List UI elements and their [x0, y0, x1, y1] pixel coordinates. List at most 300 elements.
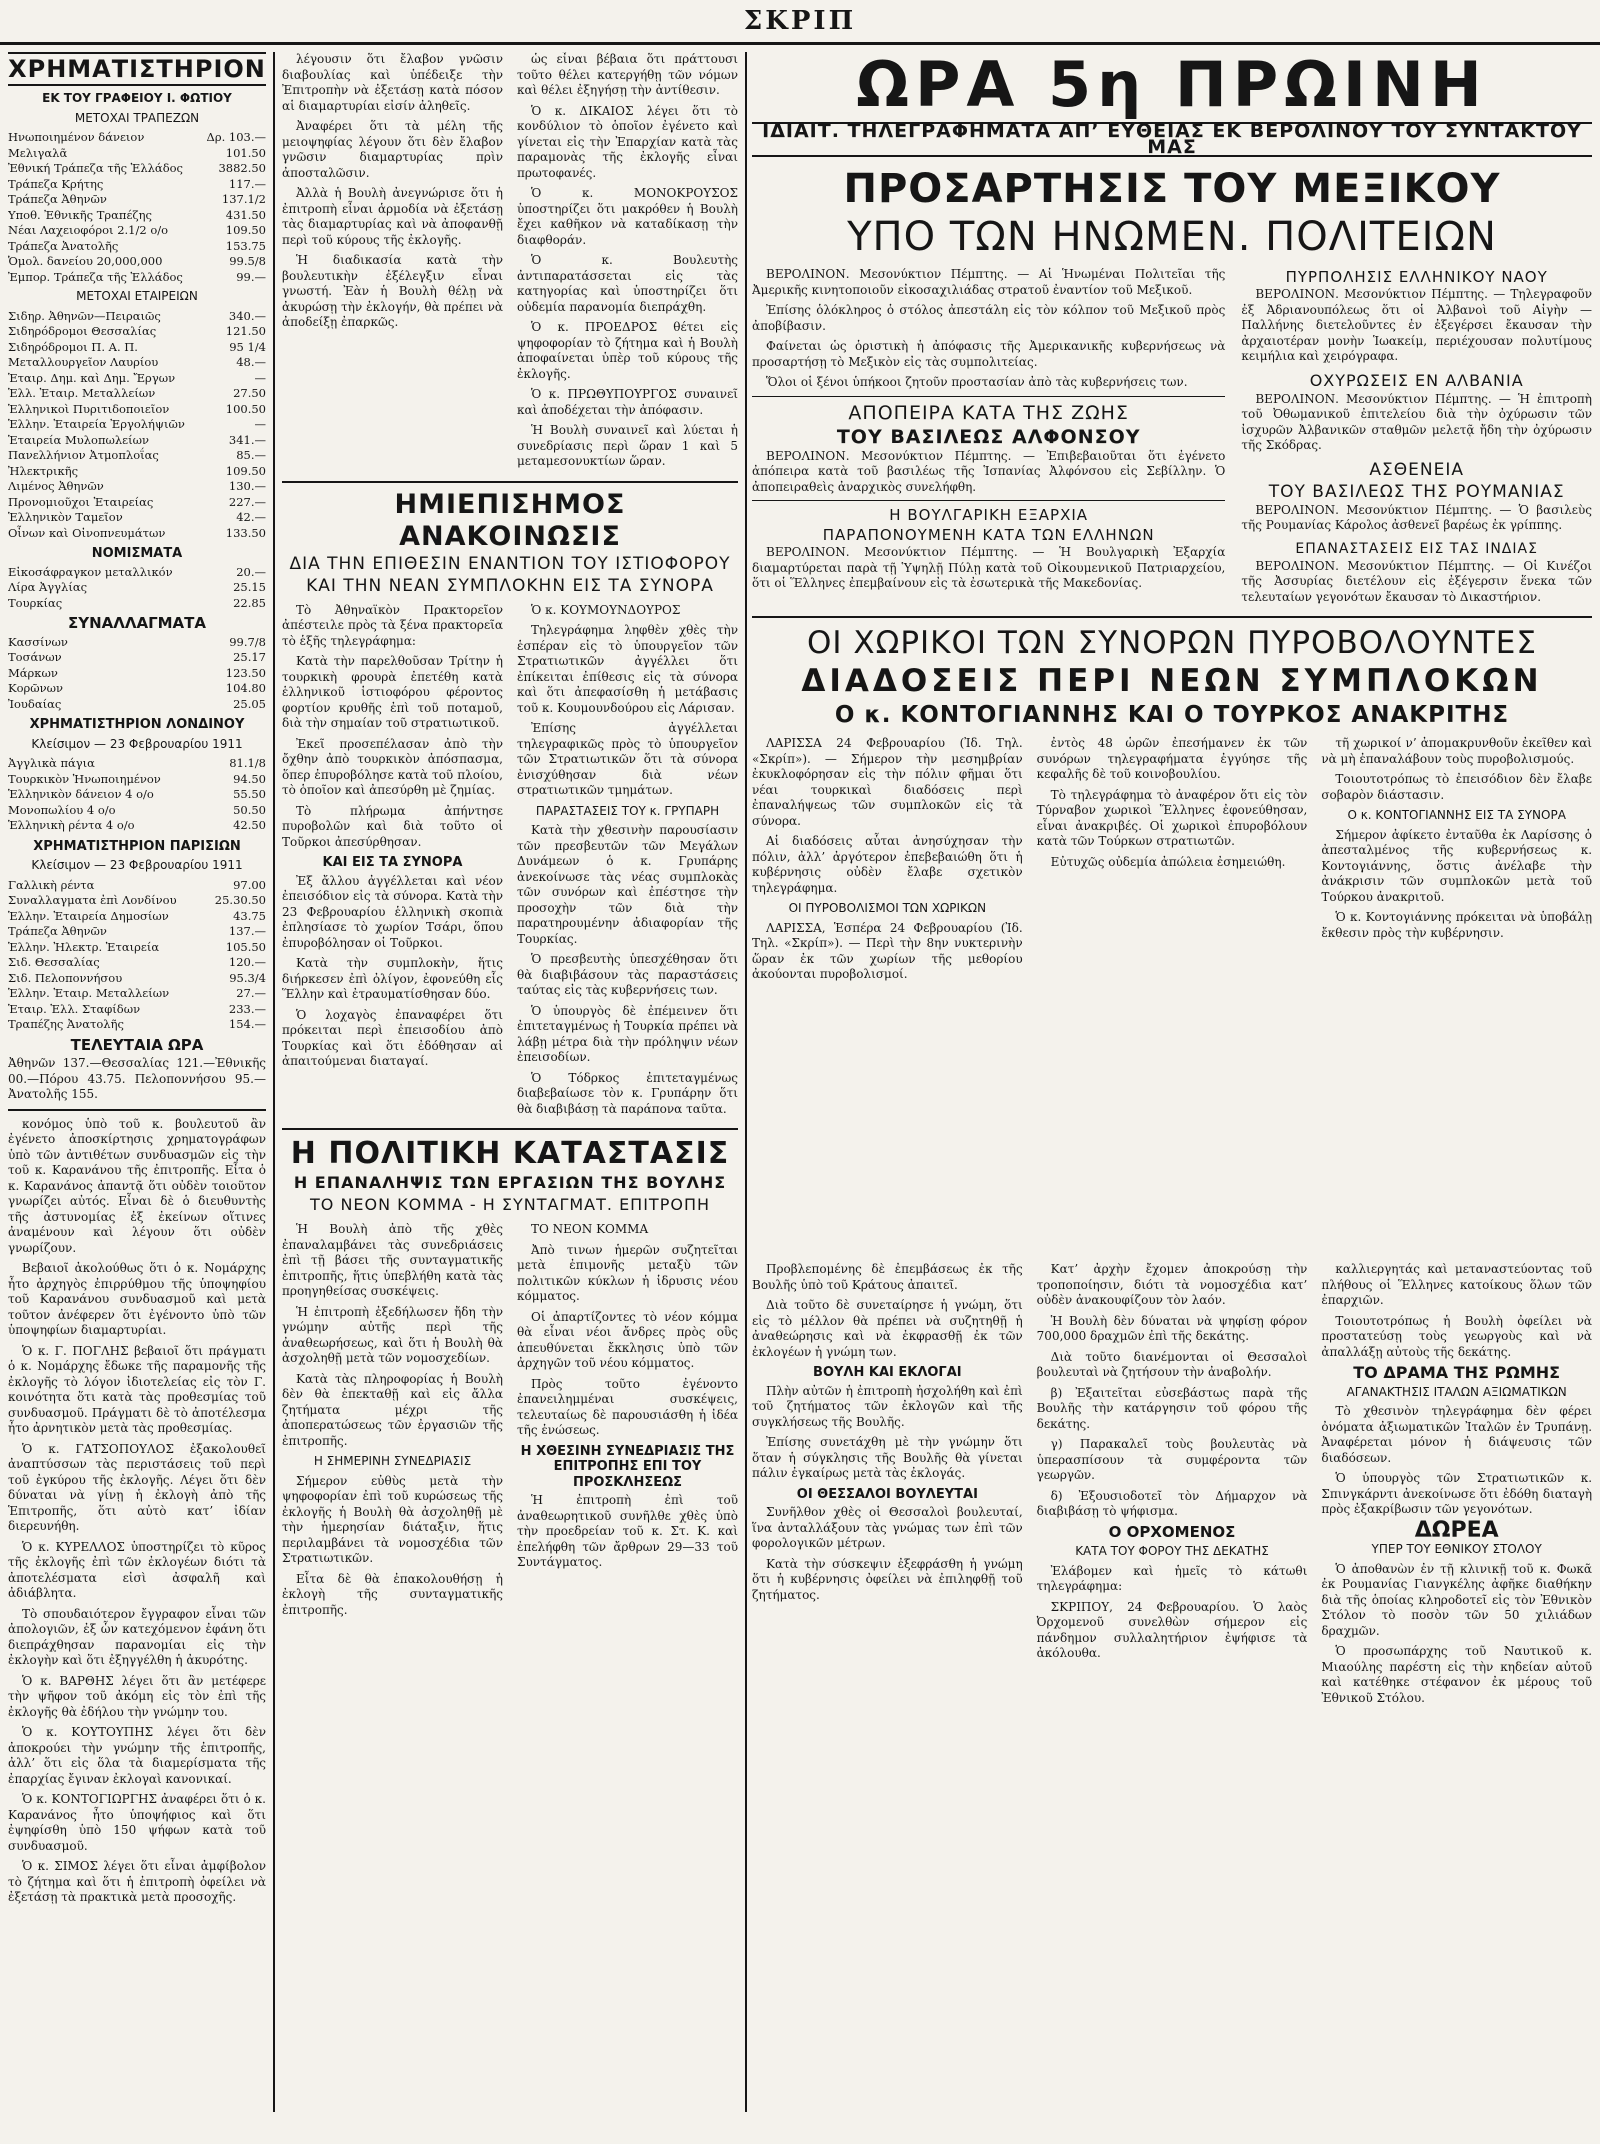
market-value: 25.15 — [233, 580, 266, 594]
column-rule — [745, 52, 747, 2112]
market-name: Τράπεζα Ἀνατολῆς — [8, 238, 119, 253]
market-value: 99.7/8 — [229, 634, 266, 649]
paragraph: ὡς εἶναι βέβαια ὅτι πράττουσι τοῦτο θέλει κατεργήθῃ τῶν νόμων καὶ θέλει ἐξηγήσῃ τὴν ἀντίθεσιν. — [517, 52, 738, 97]
market-name: Ἑλλην. Ἑταιρ. Μεταλλείων — [8, 986, 170, 1000]
paragraph: γ) Παρακαλεῖ τοὺς βουλευτὰς νὰ ὑπερασπίσουν τὰ συμφέροντα τῶν γεωργῶν. — [1036, 1437, 1308, 1482]
market-row — [8, 479, 266, 495]
larisa-text-2 — [752, 921, 1023, 983]
market-row — [8, 270, 266, 286]
orchomenos-sub: ΚΑΤΑ ΤΟΥ ΦΟΡΟΥ ΤΗΣ ΔΕΚΑΤΗΣ — [1075, 1544, 1269, 1558]
paragraph: Κατὰ τὴν σύσκεψιν ἐξεφράσθη ἡ γνώμη ὅτι ἡ κυβέρνησις ὀφείλει νὰ ἐπιληφθῇ τοῦ ζητήματος. — [752, 1556, 1023, 1602]
market-value: 20.— — [236, 564, 266, 579]
coins-table — [8, 565, 266, 612]
paragraph: Ὁ κ. ΚΟΥΤΟΥΠΗΣ λέγει ὅτι δὲν ἀποκρούει τὴν γνώμην τῆς ἐπιτροπῆς, ἀλλ’ ὅτι εἰς ὅλα τὰ διαμερίσματα τῆς ἐπαρχίας ἔγιναν ἐκλογαὶ κανονικαί. — [8, 1725, 266, 1786]
rome-text — [1321, 1404, 1592, 1518]
market-row — [8, 1017, 266, 1033]
paragraph: Κατὰ τὰς πληροφορίας ἡ Βουλὴ δὲν θὰ ἐπεκταθῇ καὶ εἰς ἄλλα ζητήματα μέχρι τῆς ἀποπερατώσεως τῶν ἐργασιῶν τῆς ἐπιτροπῆς. — [282, 1371, 503, 1448]
market-name: Σιδ. Πελοποννήσου — [8, 970, 123, 985]
market-name: Οἶνων καὶ Οἰνοπνευμάτων — [8, 525, 166, 540]
market-row — [8, 146, 266, 162]
market-name: Ἐθνική Τράπεζα τῆς Ἑλλάδος — [8, 161, 183, 175]
market-name: Ἑλλην. Ἑταιρεία Ἐργολήψιῶν — [8, 417, 185, 431]
market-row — [8, 1002, 266, 1018]
market-name: Εἰκοσάφραγκον μεταλλικόν — [8, 564, 173, 579]
mexico-heading-2: ΥΠΟ ΤΩΝ ΗΝΩΜΕΝ. ΠΟΛΙΤΕΙΩΝ — [847, 214, 1497, 260]
market-row — [8, 402, 266, 418]
session-heading: Η ΣΗΜΕΡΙΝΗ ΣΥΝΕΔΡΙΑΣΙΣ — [313, 1454, 472, 1468]
market-row — [8, 464, 266, 480]
paragraph: καλλιεργητάς καὶ μεταναστεύοντας τοῦ πλήθους οἱ Ἕλληνες κατοίκους ὅλων τῶν ἐπαρχιῶν. — [1321, 1262, 1592, 1307]
yesterday-heading: Η ΧΘΕΣΙΝΗ ΣΥΝΕΔΡΙΑΣΙΣ ΤΗΣ ΕΠΙΤΡΟΠΗΣ ΕΠΙ ΤΟΥ ΠΡΟΣΚΛΗΣΕΩΣ — [520, 1443, 735, 1490]
market-value: 137.1/2 — [221, 192, 266, 206]
market-row — [8, 526, 266, 542]
gripari-heading: ΠΑΡΑΣΤΑΣΕΙΣ ΤΟΥ κ. ΓΡΥΠΑΡΗ — [535, 803, 720, 818]
market-value: 340.— — [228, 308, 266, 323]
semiofficial-line2: ΚΑΙ ΤΗΝ ΝΕΑΝ ΣΥΜΠΛΟΚΗΝ ΕΙΣ ΤΑ ΣΥΝΟΡΑ — [306, 575, 714, 596]
right-lower — [752, 1262, 1592, 2112]
vouli-heading: ΒΟΥΛΗ ΚΑΙ ΕΚΛΟΓΑΙ — [813, 1365, 962, 1380]
semiofficial-right — [517, 603, 738, 799]
market-value: 233.— — [228, 1001, 266, 1016]
market-name: Σιδηρόδρομοι Θεσσαλίας — [8, 324, 157, 338]
market-row — [8, 565, 266, 581]
market-name: Ἐμπορ. Τράπεζα τῆς Ἑλλάδος — [8, 269, 183, 284]
paragraph: Ἡ Βουλὴ δὲν δύναται νὰ ψηφίσῃ φόρον 700,000 δραχμῶν ἐπὶ τῆς δεκάτης. — [1036, 1313, 1308, 1343]
bulgarian-heading-2: ΠΑΡΑΠΟΝΟΥΜΕΝΗ ΚΑΤΑ ΤΩΝ ΕΛΛΗΝΩΝ — [822, 526, 1155, 544]
market-row — [8, 580, 266, 596]
divider — [752, 616, 1592, 618]
politics-sub2: ΤΟ ΝΕΟΝ ΚΟΜΜΑ - Η ΣΥΝΤΑΓΜΑΤ. ΕΠΙΤΡΟΠΗ — [310, 1195, 710, 1214]
illness-heading-1: ΑΣΘΕΝΕΙΑ — [1369, 459, 1464, 480]
market-row — [8, 223, 266, 239]
paragraph: Ὁ ὑπουργὸς δὲ ἐπέμεινεν ὅτι ἐπιτεταγμένως ἡ Τουρκία πρέπει νὰ λάβῃ μέτρα διὰ τὴν πρόληψιν νέων ἐπεισοδίων. — [517, 1003, 738, 1064]
larisa-text-3 — [1037, 736, 1308, 988]
market-name: Συναλλαγματα ἐπὶ Λονδίνου — [8, 893, 177, 907]
kontogiannis-text — [1321, 828, 1592, 942]
market-name: Ἑλληνικὸν δάνειον 4 ο/ο — [8, 787, 154, 801]
divider — [282, 481, 738, 483]
market-name: Μελιγαλᾶ — [8, 145, 68, 160]
villagers-heading-3: Ο κ. ΚΟΝΤΟΓΙΑΝΝΗΣ ΚΑΙ Ο ΤΟΥΡΚΟΣ ΑΝΑΚΡΙΤΗΣ — [834, 702, 1510, 728]
market-value: 42.— — [236, 510, 266, 524]
market-row — [8, 239, 266, 255]
illness-heading-2: ΤΟΥ ΒΑΣΙΛΕΩΣ ΤΗΣ ΡΟΥΜΑΝΙΑΣ — [1268, 481, 1565, 502]
market-value: 109.50 — [225, 223, 266, 237]
paragraph: Ὁ κ. ΓΑΤΣΟΠΟΥΛΟΣ ἐξακολουθεῖ ἀναπτύσσων τὰς περιστάσεις τοῦ περὶ τοῦ ἐγκύρου τῆς ἐκλογῆς. Λέγει ὅτι δὲν δύναται νὰ γίνῃ ἡ ἐκλογὴ ἀπὸ τῆς Ἑπιτροπῆς, ὅτι αὐτὸ κατ’ ἰδίαν διερευνήθη. — [8, 1441, 266, 1533]
market-name: Μονοπωλίου 4 ο/ο — [8, 802, 116, 817]
market-row — [8, 878, 266, 894]
market-value: 27.— — [236, 986, 266, 1000]
lower-b-text — [1037, 1262, 1308, 1520]
gripari-text — [517, 823, 738, 1117]
paragraph: Τηλεγράφημα ληφθὲν χθὲς τὴν ἑσπέραν εἰς τὸ ὑπουργεῖον τῶν Στρατιωτικῶν ἀγγέλλει ὅτι ἐπίκειται ἐπίθεσις εἰς τὰ σύνορα καὶ ὅτι ἀπεφασίσθη ἡ μετάβασις τοῦ κ. Κουμουνδούρου εἰς Λάρισαν. — [517, 623, 738, 715]
edition-title: ΩΡΑ 5η ΠΡΩΙΝΗ — [856, 52, 1488, 121]
market-row — [8, 635, 266, 651]
market-row — [8, 650, 266, 666]
paragraph: ΛΑΡΙΣΣΑ 24 Φεβρουαρίου (Ἰδ. Τηλ. «Σκρίπ»). — Σήμερον τὴν μεσημβρίαν ἐκυκλοφόρησαν εἰς τὴν πόλιν φῆμαι ὅτι νέαι τουρκικαὶ διαδόσεις περὶ ἐπαναλήψεως τῶν συμπλοκῶν εἰς τὰ σύνορα. — [752, 736, 1023, 828]
market-name: Μάρκων — [8, 665, 58, 680]
paragraph: ΒΕΡΟΛΙΝΟΝ. Μεσονύκτιον Πέμπτης. — Ἐπιβεβαιοῦται ὅτι ἐγένετο ἀπόπειρα κατὰ τοῦ βασιλέως τῆς Ἱσπανίας Ἀλφόνσου εἰς Σεβίλλην. Ὁ ἀποπειραθεὶς ἀναρχικὸς συνελήφθη. — [752, 448, 1226, 494]
church-text: ΒΕΡΟΛΙΝΟΝ. Μεσονύκτιον Πέμπτης. — Τηλεγραφοῦν ἐξ Ἀδριανουπόλεως ὅτι οἱ Ἀλβανοὶ τοῦ Αἰγὴν — Παλλήνης διετελοῦντες ἐν ἐξεγέρσει ἔκαυσαν τὴν ἀρχαιοτέραν μονὴν Ἱωακείμ, περιέχουσαν πολυτίμους κειμήλια καὶ χειρόγραφα. — [1241, 287, 1592, 363]
semiofficial-body — [282, 603, 738, 1123]
market-name: Ἠλεκτρικῆς — [8, 463, 79, 478]
albania-heading: ΟΧΥΡΩΣΕΙΣ ΕΝ ΑΛΒΑΝΙΑ — [1309, 370, 1524, 390]
market-row — [8, 756, 266, 772]
gift-heading: ΔΩΡΕΑ — [1414, 1517, 1499, 1543]
rome-sub: ΑΓΑΝΑΚΤΗΣΙΣ ΙΤΑΛΩΝ ΑΞΙΩΜΑΤΙΚΩΝ — [1346, 1384, 1567, 1399]
market-row — [8, 254, 266, 270]
market-name: Σιδηρ. Ἀθηνῶν—Πειραιῶς — [8, 308, 161, 323]
paragraph: Ἡ Βουλὴ συναινεῖ καὶ λύεται ἡ συνεδρίασις περὶ ὥραν 1 καὶ 5 μεταμεσονυκτίων ὥραν. — [517, 423, 738, 468]
market-name: Τουρκικὸν Ἡνωποιημένον — [8, 771, 161, 786]
market-name: Τράπεζα Ἀθηνῶν — [8, 924, 107, 938]
coins-heading: ΝΟΜΙΣΜΑΤΑ — [91, 546, 183, 561]
market-value: 101.50 — [225, 145, 266, 160]
paragraph: β) Ἐξαιτεῖται εὐσεβάστως παρὰ τῆς Βουλῆς τὴν κατάργησιν τοῦ φόρου τῆς δεκάτης. — [1036, 1385, 1308, 1431]
market-value: 130.— — [228, 479, 266, 493]
villagers-body — [752, 736, 1592, 988]
lower-columns — [752, 1262, 1592, 1711]
paragraph: Πλὴν αὐτῶν ἡ ἐπιτροπὴ ἠσχολήθη καὶ ἐπὶ τοῦ ζητήματος τῶν ἐκλογῶν καὶ τῆς συγκλήσεως τῆς Βουλῆς. — [752, 1383, 1023, 1429]
thessalians-text — [752, 1505, 1023, 1603]
paragraph: Ὁ κ. ΣΙΜΟΣ λέγει ὅτι εἶναι ἀμφίβολον τὸ ζήτημα καὶ ὅτι ἡ ἐπιτροπὴ ὀφείλει νὰ ἐξετάσῃ τὰ πρακτικὰ μετὰ προσοχῆς. — [8, 1859, 266, 1904]
market-value: 133.50 — [225, 525, 266, 540]
banks-heading: ΜΕΤΟΧΑΙ ΤΡΑΠΕΖΩΝ — [74, 110, 200, 125]
divider — [8, 1109, 266, 1111]
paragraph: Προβλεπομένης δὲ ἐπεμβάσεως ἐκ τῆς Βουλῆς ὑπὸ τοῦ Κράτους ἀπαιτεῖ. — [752, 1262, 1023, 1292]
market-name: Τράπεζα Κρήτης — [8, 176, 104, 191]
market-name: Σιδηρόδρομοι Π. Α. Π. — [8, 339, 138, 354]
telegrams-left — [752, 267, 1225, 610]
masthead-title: ΣΚΡΙΠ — [743, 6, 857, 36]
villagers-heading-1: ΟΙ ΧΩΡΙΚΟΙ ΤΩΝ ΣΥΝΟΡΩΝ ΠΥΡΟΒΟΛΟΥΝΤΕΣ — [807, 625, 1537, 661]
market-value: 109.50 — [225, 463, 266, 478]
exchange-table — [8, 635, 266, 713]
market-name: Ἑλληνικὸν Ταμεῖον — [8, 510, 123, 524]
market-name: Ἑλλην. Ἠλεκτρ. Ἑταιρεία — [8, 939, 160, 954]
market-name: Λιμένος Ἀθηνῶν — [8, 479, 104, 493]
paragraph: Τὸ Ἀθηναϊκὸν Πρακτορεῖον ἀπέστειλε πρὸς τὰ ξένα πρακτορεῖα τὸ ἑξῆς τηλεγράφημα: — [282, 602, 503, 648]
market-name: Γαλλικὴ ρέντα — [8, 877, 95, 892]
india-text: ΒΕΡΟΛΙΝΟΝ. Μεσονύκτιον Πέμπτης. — Οἱ Κινέζοι τῆς Ἀσσυρίας διετέλουν εἰς ἐξέγερσιν ἕνεκα τῶν τελευταίων γεγονότων ἔκαυσαν τὸ Δικαστήριον. — [1241, 558, 1592, 604]
paragraph: Κατὰ τὴν χθεσινὴν παρουσίασιν τῶν πρεσβευτῶν τῶν Μεγάλων Δυνάμεων ὁ κ. Γρυπάρης ἀνεκοίνωσε τὰς νέας συμπλοκὰς τῶν συνόρων καὶ ἐπέστησε τὴν προσοχὴν τῶν διὰ τὴν παρατηρουμένην ἀδιαφορίαν τῆς Τουρκίας. — [517, 823, 738, 946]
paragraph: Ἡ ἐπιτροπὴ ἐξεδήλωσεν ἤδη τὴν γνώμην αὐτῆς περὶ τῆς ἀναθεωρήσεως, καὶ ὅτι ἡ Βουλὴ θὰ ἀσχοληθῇ μετὰ τῶν νομοσχεδίων. — [282, 1304, 503, 1365]
paragraph: Ἡ Βουλὴ ἀπὸ τῆς χθὲς ἐπαναλαμβάνει τὰς συνεδριάσεις ἐπὶ τῇ βάσει τῆς συνταγματικῆς ἐπιτροπῆς, ἥτις ὑπεβλήθη κατὰ τὰς προηγηθείσας συσκέψεις. — [282, 1222, 503, 1298]
market-row — [8, 681, 266, 697]
market-column — [8, 52, 266, 2112]
paragraph: Εἶτα δὲ θὰ ἐπακολουθήσῃ ἡ ἐκλογὴ τῆς συνταγματικῆς ἐπιτροπῆς. — [282, 1571, 503, 1617]
market-name: Ἰουδαίας — [8, 696, 62, 711]
market-name: Ἑταιρ. Ἑλλ. Σταφίδων — [8, 1001, 141, 1016]
market-row — [8, 971, 266, 987]
paragraph: ΛΑΡΙΣΣΑ, Ἑσπέρα 24 Φεβρουαρίου (Ἰδ. Τηλ. «Σκρίπ»). — Περὶ τὴν 8ην νυκτερινὴν ὥραν ἐκ τῶν χωρίων τῆς μεθορίου ἀκούονται πυροβολισμοί. — [752, 920, 1023, 981]
divider — [752, 396, 1225, 397]
paragraph: Ἐπίσης συνετάχθη μὲ τὴν γνώμην ὅτι ὅταν ἡ σύγκλησις τῆς Βουλῆς θὰ γίνεται πάλιν ἐγκαίρως μετὰ τὰς ἐκλογάς. — [752, 1435, 1023, 1480]
alfonso-heading-2: ΤΟΥ ΒΑΣΙΛΕΩΣ ΑΛΦΟΝΣΟΥ — [836, 425, 1141, 448]
paragraph: Ἐξ ἄλλου ἀγγέλλεται καὶ νέον ἐπεισόδιον εἰς τὰ σύνορα. Κατὰ τὴν 23 Φεβρουαρίου ἑλληνικὴ σκοπιὰ ἐπλησίασε τὸ χωρίον Τσάρι, ὅπου ἐπυροβόλησαν οἱ Τοῦρκοι. — [282, 873, 503, 950]
shots-heading: ΟΙ ΠΥΡΟΒΟΛΙΣΜΟΙ ΤΩΝ ΧΩΡΙΚΩΝ — [788, 901, 987, 915]
market-name: Τραπέζης Ἀνατολῆς — [8, 1017, 124, 1031]
market-row — [8, 666, 266, 682]
paragraph: Ἐκεῖ προσεπέλασαν ἀπὸ τὴν ὄχθην ἀπὸ τουρκικὸν ἀπόσπασμα, ὅπερ ἐπυροβόλησε κατὰ τοῦ πλοίου, τὸ ὁποῖον καὶ ἀπεσύρθη μὲ ζημίας. — [282, 736, 503, 797]
banks-table — [8, 130, 266, 285]
market-row — [8, 433, 266, 449]
market-value: 123.50 — [225, 665, 266, 680]
market-value: 3882.50 — [218, 161, 266, 175]
paragraph: Αἱ διαδόσεις αὗται ἀνησύχησαν τὴν πόλιν, ἀλλ’ ἀργότερον ἐπεβεβαιώθη ὅτι ἡ κυβέρνησις οὐδὲν ἔλαβε σχετικὸν τηλεγράφημα. — [752, 834, 1023, 895]
market-row — [8, 448, 266, 464]
session-text — [282, 1474, 503, 1619]
illness-text: ΒΕΡΟΛΙΝΟΝ. Μεσονύκτιον Πέμπτης. — Ὁ βασιλεὺς τῆς Ρουμανίας Κάρολος ἀσθενεῖ βαρέως ἐκ γρίππης. — [1241, 502, 1592, 532]
rome-heading: ΤΟ ΔΡΑΜΑ ΤΗΣ ΡΩΜΗΣ — [1353, 1363, 1561, 1382]
paragraph: Τὸ τηλεγράφημα τὸ ἀναφέρον ὅτι εἰς τὸν Τύρναβον χωρικοὶ Ἕλληνες ἐφονεύθησαν, εἶναι ἀνακριβές. Οἱ χωρικοὶ ἐπυροβόλουν κατὰ τῶν Τούρκων στρατιωτῶν. — [1036, 787, 1308, 848]
market-row — [8, 772, 266, 788]
paragraph: Ὁ κ. ΠΡΩΘΥΠΟΥΡΓΟΣ συναινεῖ καὶ ἀποδέχεται τὴν ἀπόφασιν. — [517, 387, 738, 417]
india-heading: ΕΠΑΝΑΣΤΑΣΕΙΣ ΕΙΣ ΤΑΣ ΙΝΔΙΑΣ — [1295, 540, 1538, 557]
market-row — [8, 192, 266, 208]
market-value: 85.— — [236, 448, 266, 462]
market-row — [8, 893, 266, 909]
market-row — [8, 340, 266, 356]
market-value: 97.00 — [233, 877, 266, 892]
paragraph: Τοιουτοτρόπως τὸ ἐπεισόδιον δὲν ἔλαβε σοβαρὸν διάστασιν. — [1321, 772, 1592, 802]
kontogiannis-heading: Ο κ. ΚΟΝΤΟΓΙΑΝΝΗΣ ΕΙΣ ΤΑ ΣΥΝΟΡΑ — [1347, 808, 1566, 822]
middle-columns — [282, 52, 738, 2112]
market-value: Δρ. 103.— — [206, 130, 266, 144]
semiofficial-line1: ΔΙΑ ΤΗΝ ΕΠΙΘΕΣΙΝ ΕΝΑΝΤΙΟΝ ΤΟΥ ΙΣΤΙΟΦΟΡΟΥ — [289, 553, 731, 574]
paragraph: Ὁ πρεσβευτὴς ὑπεσχέθησαν ὅτι θὰ διαβιβάσουν τὰς παραστάσεις ταύτας εἰς τὰς κυβερνήσεις των. — [517, 952, 738, 997]
paragraph: Φαίνεται ὡς ὁριστικὴ ἡ ἀπόφασις τῆς Ἀμερικανικῆς κυβερνήσεως νὰ προσαρτήσῃ τὸ Μεξικὸν εἰς τὰς συμπολιτείας. — [752, 339, 1226, 369]
paragraph: Τοιουτοτρόπως ἡ Βουλὴ ὀφείλει νὰ προστατεύσῃ τοὺς γεωργοὺς καὶ νὰ ἀπαλλάξῃ αὐτοὺς τῆς δεκάτης. — [1321, 1313, 1592, 1359]
market-row — [8, 324, 266, 340]
telegrams — [752, 267, 1592, 610]
market-value: 25.17 — [233, 650, 266, 664]
market-name: Ὁμολ. δανείου 20,000,000 — [8, 254, 163, 268]
gift-text — [1321, 1562, 1592, 1707]
mexico-heading-1: ΠΡΟΣΑΡΤΗΣΙΣ ΤΟΥ ΜΕΞΙΚΟΥ — [843, 166, 1501, 212]
mexico-text — [752, 267, 1225, 391]
market-name: Τράπεζα Ἀθηνῶν — [8, 192, 107, 206]
market-name: Τοσάνων — [8, 650, 62, 664]
market-name: Κασσίνων — [8, 634, 68, 649]
parliament-col-b — [517, 52, 738, 475]
market-value: 50.50 — [233, 802, 266, 817]
market-value: 104.80 — [225, 681, 266, 695]
orchomenos-heading: Ο ΟΡΧΟΜΕΝΟΣ — [1108, 1522, 1236, 1541]
column-rule — [273, 52, 275, 2112]
paragraph: Ἐπίσης ἀγγέλλεται τηλεγραφικῶς πρὸς τὸ ὑπουργεῖον τῶν Στρατιωτικῶν ὅτι τὰ σύνορα ἐνισχύθησαν διὰ νέων στρατιωτικῶν τμημάτων. — [517, 721, 738, 797]
market-name: Ἑλληνικοὶ Πυριτιδοποιεῖον — [8, 401, 170, 416]
market-value: 121.50 — [225, 324, 266, 338]
market-row — [8, 909, 266, 925]
market-row — [8, 596, 266, 612]
larisa-text-4 — [1321, 736, 1592, 803]
market-value: — — [254, 417, 266, 431]
politics-right — [517, 1222, 738, 1439]
paragraph: Ὁ κ. ΚΟΝΤΟΓΙΩΡΓΗΣ ἀναφέρει ὅτι ὁ κ. Καρανάνος ἦτο ὑποψήφιος καὶ ὅτι ἐψηφίσθη ὑπὸ 150 ψήφων κατὰ τοῦ συνδυασμοῦ. — [8, 1792, 266, 1853]
politics-sub1: Η ΕΠΑΝΑΛΗΨΙΣ ΤΩΝ ΕΡΓΑΣΙΩΝ ΤΗΣ ΒΟΥΛΗΣ — [293, 1173, 727, 1192]
paragraph: Ἀπὸ τινων ἡμερῶν συζητεῖται μετὰ ἐπιμονῆς μεταξὺ τῶν πολιτικῶν κύκλων ἡ ἱδρυσις νέου κόμματος. — [517, 1242, 738, 1303]
parliament-col-a — [282, 52, 503, 475]
market-row — [8, 130, 266, 146]
edition-subtitle: ΙΔΙΑΙΤ. ΤΗΛΕΓΡΑΦΗΜΑΤΑ ΑΠ’ ΕΥΘΕΙΑΣ ΕΚ ΒΕΡΟΛΙΝΟΥ ΤΟΥ ΣΥΝΤΑΚΤΟΥ ΜΑΣ — [752, 122, 1592, 157]
paris-table — [8, 878, 266, 1033]
telegrams-right — [1241, 267, 1592, 610]
market-name: Μεταλλουργεῖον Λαυρίου — [8, 355, 159, 369]
paragraph: Ἡ διαδικασία κατὰ τὴν βουλευτικὴν ἐξέλεγξιν εἶναι γνωστή. Ἐὰν ἡ Βουλὴ θέλῃ νὰ ἀκυρώσῃ τὴν ἐκλογήν, θὰ πρέπει νὰ ἀποδείξῃ ἐπαρκῶς. — [282, 253, 503, 329]
market-name: Ἑταιρ. Δημ. καὶ Δημ. Ἔργων — [8, 370, 176, 385]
market-value: 227.— — [228, 494, 266, 509]
market-value: — — [254, 370, 266, 385]
market-value: 27.50 — [233, 386, 266, 400]
paragraph: Τὸ σπουδαιότερον ἔγγραφον εἶναι τῶν ἀπολογιῶν, ἐξ ὧν κατεχόμενον ἐφάνη ὅτι διεπράχθησαν παρανομίαι εἰς τὴν ἐκλογὴν καὶ ὅτι ἐξηγγέλθη ἡ ἀκυρότης. — [8, 1606, 266, 1667]
market-value: 25.05 — [233, 696, 266, 711]
borders-heading: ΚΑΙ ΕΙΣ ΤΑ ΣΥΝΟΡΑ — [322, 855, 463, 870]
orchomenos-text — [1037, 1564, 1308, 1662]
market-value: 100.50 — [225, 401, 266, 416]
alfonso-text — [752, 449, 1225, 496]
villagers-heading-2: ΔΙΑΔΟΣΕΙΣ ΠΕΡΙ ΝΕΩΝ ΣΥΜΠΛΟΚΩΝ — [801, 663, 1543, 699]
market-row — [8, 940, 266, 956]
market-row — [8, 309, 266, 325]
market-value: 154.— — [228, 1017, 266, 1031]
paragraph: Συνῆλθον χθὲς οἱ Θεσσαλοὶ βουλευταί, ἵνα ἀνταλλάξουν τὰς γνώμας των ἐπὶ τῶν φορολογικῶν μέτρων. — [752, 1505, 1023, 1550]
paragraph: Ἐπίσης ὁλόκληρος ὁ στόλος ἀπεστάλη εἰς τὸν κόλπον τοῦ Μεξικοῦ πρὸς ἀποβίβασιν. — [752, 303, 1226, 333]
market-row — [8, 986, 266, 1002]
market-name: Πανελλήνιον Ἀτμοπλοΐας — [8, 448, 159, 462]
market-value: 120.— — [228, 955, 266, 969]
paragraph: Ὅλοι οἱ ξένοι ὑπήκοοι ζητοῦν προστασίαν ἀπὸ τὰς κυβερνήσεις των. — [766, 375, 1188, 389]
paragraph: Ὁ κ. ΜΟΝΟΚΡΟΥΣΟΣ ὑποστηρίζει ὅτι μακρόθεν ἡ Βουλὴ ἔχει καθῆκον νὰ καταδίκασῃ τὴν διαφθοράν. — [517, 186, 738, 247]
market-value: 25.30.50 — [214, 893, 266, 907]
alfonso-heading-1: ΑΠΟΠΕΙΡΑ ΚΑΤΑ ΤΗΣ ΖΩΗΣ — [848, 401, 1129, 424]
market-title: ΧΡΗΜΑΤΙΣΤΗΡΙΟΝ — [8, 52, 266, 86]
market-row — [8, 355, 266, 371]
paragraph: Ὁ κ. ΒΑΡΘΗΣ λέγει ὅτι ἂν μετέφερε τὴν ψῆφον τοῦ ἀκόμη εἰς τὸν ἐπὶ τῆς ἐκλογῆς θὰ ἐδήλου τὴν γνώμην του. — [8, 1673, 266, 1719]
london-heading: ΧΡΗΜΑΤΙΣΤΗΡΙΟΝ ΛΟΝΔΙΝΟΥ — [29, 717, 245, 732]
paragraph: δ) Ἐξουσιοδοτεῖ τὸν Δήμαρχον νὰ διαβιβάσῃ τὸ ψήφισμα. — [1036, 1488, 1308, 1518]
paragraph: Ὁ ὑπουργὸς τῶν Στρατιωτικῶν κ. Σπινγκάρντι ἀνεκοίνωσε ὅτι ἐδόθη διαταγὴ πρὸς ἐξακρίβωσιν τῶν γεγονότων. — [1321, 1471, 1592, 1516]
market-row — [8, 510, 266, 526]
exchange-heading: ΣΥΝΑΛΛΑΓΜΑΤΑ — [67, 614, 207, 632]
divider — [282, 1128, 738, 1130]
paragraph: Ὁ κ. ΔΙΚΑΙΟΣ λέγει ὅτι τὸ κονδύλιον τὸ ὁποῖον ἐγένετο καὶ γίνεται εἰς τὴν Ἐπαρχίαν κατὰ τὰς παραμονὰς τῆς ἐκλογῆς εἶναι πρωτοφανές. — [517, 103, 738, 180]
bulgarian-heading-1: Η ΒΟΥΛΓΑΡΙΚΗ ΕΞΑΡΧΙΑ — [889, 506, 1089, 524]
paragraph: ΣΚΡΙΠΟΥ, 24 Φεβρουαρίου. Ὁ λαὸς Ὀρχομενοῦ συνελθὼν σήμερον εἰς πάνδημον συλλαλητήριον ἐψήφισε τὰ ἀκόλουθα. — [1036, 1599, 1308, 1660]
paris-heading: ΧΡΗΜΑΤΙΣΤΗΡΙΟΝ ΠΑΡΙΣΙΩΝ — [33, 838, 241, 854]
larisa-text-1 — [752, 736, 1023, 896]
market-row — [8, 208, 266, 224]
paragraph: Ὁ Τόδρκος ἐπιτεταγμένως διαβεβαίωσε τὸν κ. Γρυπάρην ὅτι θὰ διαβιβάσῃ τὰ παράπονα ταῦτα. — [517, 1070, 738, 1116]
market-row — [8, 818, 266, 834]
semiofficial-left — [282, 603, 503, 851]
paragraph: Τὸ χθεσινὸν τηλεγράφημα δὲν φέρει ὀνόματα ἀξιωματικῶν Ἰταλῶν ἐν Τρυπάνῃ. Ἀναφέρεται μόνον ἡ διάψευσις τῶν διαδόσεων. — [1321, 1404, 1592, 1465]
paragraph: Ὁ κ. Γ. ΠΟΓΛΗΣ βεβαιοῖ ὅτι πράγματι ὁ κ. Νομάρχης ἔδωκε τῆς παραμονῆς τῆς ἐκλογῆς τὸ λόγον ἰδιοτελείας εἰς τὸν Γ. κοινότητα ὅτι κατὰ τὰς προθεσμίας τοῦ συνδυασμοῦ. Πράγματι δὲ τὸ ἀποτέλεσμα ἦτο ἀρνητικὸν μετὰ τὰς προθεσμίας. — [8, 1343, 266, 1435]
paragraph: Ὁ κ. ΚΥΡΕΛΛΟΣ ὑποστηρίζει τὸ κῦρος τῆς ἐκλογῆς ἐπὶ τῶν ἐκλογέων διότι τὰ ἀποτελέσματα εἰσὶ ἀσφαλῆ καὶ ἀδιάβλητα. — [8, 1539, 266, 1600]
lower-a-text — [752, 1262, 1023, 1360]
paragraph: Κατ’ ἀρχὴν ἔχομεν ἀποκρούσῃ τὴν τροποποίησιν, διότι τὰ νομοσχέδια κατ’ οὐδὲν ἀνακουφίζουν τὸν λαόν. — [1036, 1262, 1308, 1307]
market-row — [8, 495, 266, 511]
market-value: 137.— — [228, 924, 266, 938]
market-name: Ἑλλ. Ἑταιρ. Μεταλλείων — [8, 386, 156, 400]
paragraph: Εὐτυχῶς οὐδεμία ἀπώλεια ἐσημειώθη. — [1050, 854, 1286, 869]
market-name: Νέαι Λαχειοφόροι 2.1/2 ο/ο — [8, 223, 169, 237]
semiofficial-heading: ΗΜΙΕΠΙΣΗΜΟΣ ΑΝΑΚΟΙΝΩΣΙΣ — [394, 488, 626, 552]
market-row — [8, 371, 266, 387]
bulgarian-text — [752, 545, 1225, 592]
paragraph: Κατὰ τὴν συμπλοκὴν, ἥτις διήρκεσεν ἐπὶ ὀλίγον, ἐφονεύθη εἷς Ἕλλην καὶ ἐτραυματίσθησαν δύο. — [282, 956, 503, 1001]
paragraph: Ὁ κ. Βουλευτὴς ἀντιπαρατάσσεται εἰς τὰς κατηγορίας καὶ ὑποστηρίζει ὅτι οὐδεμία παρανομία διεπράχθη. — [517, 253, 738, 314]
paragraph: λέγουσιν ὅτι ἔλαβον γνῶσιν διαβουλίας καὶ ὑπέδειξε τὴν Ἐπιτροπὴν νὰ ἐξετάσῃ κατὰ πόσον αἱ διαμαρτυρίαι εἰσίν ἀληθεῖς. — [282, 52, 503, 113]
market-name: Σιδ. Θεσσαλίας — [8, 955, 100, 969]
market-value: 95 1/4 — [229, 339, 266, 354]
market-row — [8, 161, 266, 177]
church-heading: ΠΥΡΠΟΛΗΣΙΣ ΕΛΛΗΝΙΚΟΥ ΝΑΟΥ — [1285, 268, 1548, 286]
paragraph: Διὰ τοῦτο δὲ συνεταίρησε ἡ γνώμη, ὅτι εἰς τὸ μέλλον θὰ πρέπει νὰ συζητηθῇ ἡ ἀναθεώρησις καὶ νὰ ἐκφρασθῇ ἐκ τῶν ἐκλογέων ἡ γνώμη των. — [752, 1298, 1023, 1359]
yesterday-text — [517, 1493, 738, 1571]
market-name: Τουρκίας — [8, 595, 63, 610]
paragraph: Κατὰ τὴν παρελθοῦσαν Τρίτην ἡ τουρκικὴ φρουρὰ ἐπετέθη κατὰ ἑλληνικοῦ ἱστιοφόρου φέροντος φορτίον κρυθῆς ἐπὶ τοῦ ποταμοῦ, διὰ τὴν σημαίαν τοῦ στρατιωτικοῦ. — [282, 654, 503, 730]
market-name: Ἑταιρεία Μυλοπωλείων — [8, 432, 149, 447]
paragraph: ΒΕΡΟΛΙΝΟΝ. Μεσονύκτιον Πέμπτης. — Ἡ Βουλγαρικὴ Ἐξαρχία διαμαρτύρεται παρὰ τῇ Ὑψηλῇ Πύλῃ κατὰ τοῦ Οἰκουμενικοῦ Πατριαρχείου, ὅτι οἱ Ἕλληνες ἐπεμβαίνουν εἰς τὰ ἐσωτερικὰ τῆς Μακεδονίας. — [752, 545, 1226, 590]
divider — [752, 500, 1225, 501]
market-name: Ἀγγλικὰ πάγια — [8, 756, 95, 770]
parliament-report — [282, 52, 738, 475]
market-row — [8, 417, 266, 433]
paragraph: Ὁ κ. ΚΟΥΜΟΥΝΔΟΥΡΟΣ — [531, 602, 681, 617]
market-value: 94.50 — [233, 771, 266, 786]
paris-date: Κλείσιμον — 23 Φεβρουαρίου 1911 — [31, 858, 243, 872]
market-row — [8, 955, 266, 971]
market-row — [8, 787, 266, 803]
masthead — [0, 0, 1600, 45]
politics-body — [282, 1222, 738, 1623]
market-value: 42.50 — [233, 818, 266, 832]
market-value: 341.— — [228, 432, 266, 447]
paragraph: ἐντὸς 48 ὡρῶν ἐπεσήμανεν ἐκ τῶν συνόρων τηλεγραφήματα ἐγγύησε τῆς κεφαλῆς δὲ τοῦ κοινοβουλίου. — [1036, 736, 1308, 781]
market-name: Ἑλλην. Ἑταιρεία Δημοσίων — [8, 908, 169, 923]
companies-table — [8, 309, 266, 542]
market-value: 105.50 — [225, 939, 266, 954]
albania-text: ΒΕΡΟΛΙΝΟΝ. Μεσονύκτιον Πέμπτης. — Ἡ ἐπιτροπὴ τοῦ Ὀθωμανικοῦ ἐπιτελείου διὰ τὴν ὀχύρωσιν τῶν ἰσχυρῶν Ἀλβανικῶν σταθμῶν μελετᾷ ἤδη τὴν ὀχύρωσιν τῆς Σκόδρας. — [1241, 391, 1592, 452]
market-value: 117.— — [228, 176, 266, 191]
market-value: 43.75 — [233, 908, 266, 923]
paragraph: Ὁ λοχαγὸς ἐπαναφέρει ὅτι πρόκειται περὶ ἐπεισοδίου ἀπὸ Τουρκίας καὶ ὅτι ἐδόθησαν αἱ ἀπαιτούμεναι διαταγαί. — [282, 1007, 503, 1068]
paragraph: Σήμερον ἀφίκετο ἐνταῦθα ἐκ Λαρίσσης ὁ ἀπεσταλμένος τῆς κυβερνήσεως κ. Κοντογιάννης, ὅστις ἀνέλαβε τὴν ἀνάκρισιν τῶν συμπλοκῶν μετὰ τοῦ Τούρκου ἀνακριτοῦ. — [1321, 827, 1592, 904]
paragraph: Ἀλλὰ ἡ Βουλὴ ἀνεγνώρισε ὅτι ἡ ἐπιτροπὴ εἶναι ἁρμοδία νὰ ἐξετάσῃ τὰς διαμαρτυρίας καὶ νὰ ἀποφανθῇ περὶ τοῦ κύρους τῆς ἐκλογῆς. — [282, 186, 503, 247]
paragraph: Πρὸς τοῦτο ἐγένοντο ἐπανειλημμέναι συσκέψεις, τελευταίως δὲ παρουσιάσθη ἡ ἰδέα τῆς ἑνώσεως. — [517, 1376, 738, 1437]
paragraph: Τὸ πλήρωμα ἀπήντησε πυροβολῶν καὶ διὰ τοῦτο οἱ Τοῦρκοι ἀπεσύρθησαν. — [282, 803, 503, 849]
paragraph: ΒΕΡΟΛΙΝΟΝ. Μεσονύκτιον Πέμπτης. — Αἱ Ἡνωμέναι Πολιτεῖαι τῆς Ἀμερικῆς κινητοποιοῦν εἰκοσαχιλιάδας στρατοῦ ἐναντίον τοῦ Μεξικοῦ. — [752, 267, 1226, 297]
market-name: Λίρα Ἀγγλίας — [8, 580, 88, 594]
thessalians-heading: ΟΙ ΘΕΣΣΑΛΟΙ ΒΟΥΛΕΥΤΑΙ — [796, 1486, 978, 1502]
market-value: 99.— — [236, 269, 266, 284]
paragraph: Βεβαιοῖ ἀκολούθως ὅτι ὁ κ. Νομάρχης ἦτο ἀρχηγὸς ἐπιρρύθμου τῆς ὑποψηφίου τοῦ Καρανάνου συνδυασμοῦ καὶ μετὰ τοῦτον ἀνέφερεν ὅτι ἐγένοντο ὑπὸ τῶν ὑποψηφίων διαμαρτυρίαι. — [8, 1261, 266, 1337]
market-name: Προνομιοῦχοι Ἑταιρείας — [8, 494, 154, 509]
paragraph: Ὁ κ. Κοντογιάννης πρόκειται νὰ ὑποβάλῃ ἔκθεσιν πρὸς τὴν κυβέρνησιν. — [1321, 910, 1592, 940]
market-name: Υποθ. Ἐθνικῆς Τραπέζης — [8, 207, 152, 222]
paragraph: Ἐλάβομεν καὶ ἡμεῖς τὸ κάτωθι τηλεγράφημα: — [1036, 1563, 1308, 1593]
lower-c-text — [1321, 1262, 1592, 1360]
market-row — [8, 386, 266, 402]
paragraph: κονόμος ὑπὸ τοῦ κ. βουλευτοῦ ἂν ἐγένετο ἀποσκίρτησις χρηματογράφων ὑπὸ τῶν ἀντιθέτων συνδυασμῶν εἰς τὴν τοῦ κ. Καρανάνου τῆς ἐπιτροπῆς. Εἶτα ὁ κ. Καρανάνος ἀπαντᾷ ὅτι οὐδὲν τοιοῦτον γνωρίζει αὐτός. Εἶναι δὲ ὁ διευθυντὴς τῆς ἀστυνομίας ἐξ ἐκείνων οἵτινες ἀναμένουν καὶ λέγουν ὅτι οὐδὲν γνωρίζουν. — [8, 1116, 266, 1255]
parliament-report-continued — [8, 1117, 266, 1906]
market-value: 431.50 — [225, 207, 266, 222]
right-section — [752, 52, 1592, 1252]
politics-left — [282, 1222, 503, 1449]
market-row — [8, 803, 266, 819]
paragraph: Ὁ κ. ΠΡΟΕΔΡΟΣ θέτει εἰς ψηφοφορίαν τὸ ζήτημα καὶ ἡ Βουλὴ ἀποφαίνεται ὑπὲρ τοῦ κύρους τῆς ἐκλογῆς. — [517, 320, 738, 381]
